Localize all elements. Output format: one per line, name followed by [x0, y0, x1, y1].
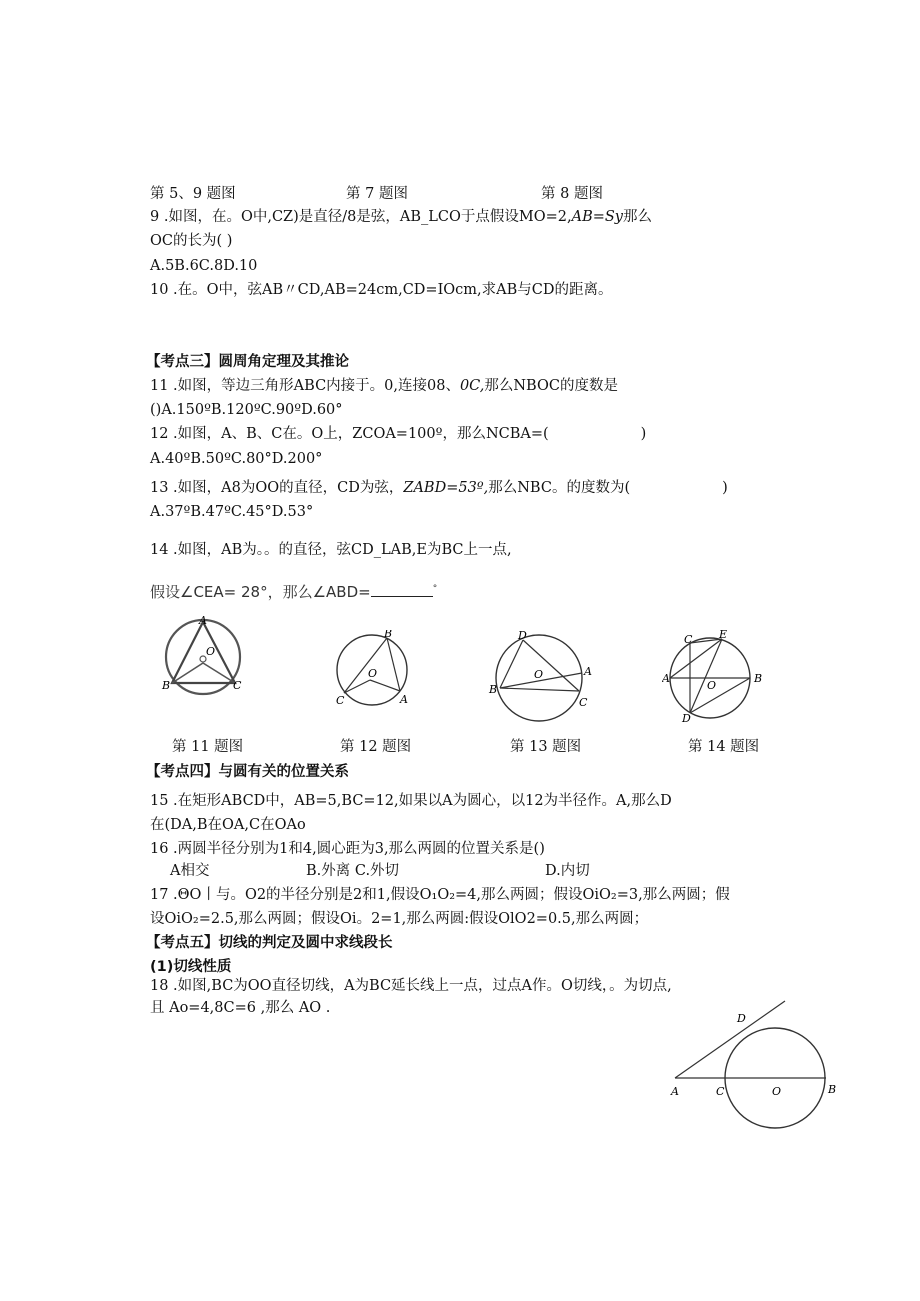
fig13-label-a: A — [584, 665, 592, 678]
fig11-label-c: C — [233, 679, 242, 692]
fig11-label-a: A — [199, 615, 207, 627]
fig14-label-o: O — [707, 679, 717, 692]
figure-12 — [330, 630, 420, 710]
section-heading-4: 【考点四】与圆有关的位置关系 — [146, 764, 349, 780]
caption-fig-11: 第 11 题图 — [172, 739, 244, 755]
caption-fig-7: 第 7 题图 — [346, 186, 408, 202]
question-16-option-a: A相交 — [170, 863, 210, 879]
fig13-label-d: D — [518, 629, 527, 642]
figure-11 — [158, 615, 258, 715]
caption-fig-8: 第 8 题图 — [541, 186, 603, 202]
figure-14 — [662, 627, 772, 727]
question-13-line1: 13 .如图，A8为OO的直径，CD为弦，ZABD=53º,那么NBC。的度数为( ) — [150, 480, 728, 496]
answer-blank — [371, 582, 433, 597]
question-15-line1: 15 .在矩形ABCD中，AB=5,BC=12,如果以A为圆心，以12为半径作。A,那么D — [150, 793, 672, 809]
question-17-line2: 设OiO₂=2.5,那么两圆；假设Oi。2=1,那么两圆:假设OlO2=0.5,那么两圆； — [150, 911, 649, 927]
question-18-line1: 18 .如图,BC为OO直径切线，A为BC延长线上一点，过点A作。O切线，。为切点, — [150, 978, 672, 994]
question-12-line1: 12 .如图，A、B、C在。O上，ZCOA=100º，那么NCBA=( ) — [150, 426, 647, 442]
fig11-label-b: B — [162, 679, 171, 692]
fig12-label-c: C — [336, 694, 345, 707]
fig18-label-a: A — [671, 1085, 679, 1098]
section-heading-5: 【考点五】切线的判定及圆中求线段长 — [146, 935, 393, 951]
section-heading-3: 【考点三】圆周角定理及其推论 — [146, 354, 349, 370]
fig14-label-e: E — [719, 628, 728, 641]
fig13-label-o: O — [534, 668, 544, 681]
caption-fig-14: 第 14 题图 — [688, 739, 760, 755]
question-10: 10 .在。O中，弦AB〃CD,AB=24cm,CD=IOcm,求AB与CD的距离。 — [150, 282, 613, 298]
question-9-options: A.5B.6C.8D.10 — [150, 258, 258, 274]
question-14-line2: 假设∠CEA= 28°，那么∠ABD= ° — [150, 583, 438, 601]
question-14-line1: 14 .如图，AB为。。的直径，弦CD_LAB,E为BC上一点, — [150, 542, 512, 558]
fig14-label-d: D — [682, 712, 691, 725]
question-12-options: A.40ºB.50ºC.80°D.200° — [150, 451, 323, 467]
fig12-label-a: A — [400, 693, 408, 706]
fig13-label-c: C — [579, 696, 588, 709]
fig18-label-b: B — [828, 1083, 837, 1096]
question-9-line1: 9 .如图，在。O中,CZ)是直径/8是弦，AB_LCO于点假设MO=2,AB=Sy那么 — [150, 209, 652, 225]
fig14-label-b: B — [754, 672, 763, 685]
fig13-label-b: B — [489, 683, 498, 696]
figure-18 — [660, 995, 860, 1130]
question-13-options: A.37ºB.47ºC.45°D.53° — [150, 504, 314, 520]
question-9-line2: OC的长为( ) — [150, 233, 233, 249]
fig14-label-c: C — [684, 633, 693, 646]
caption-fig-13: 第 13 题图 — [510, 739, 582, 755]
fig12-label-b: B — [384, 630, 393, 640]
question-11-line2: ()A.150ºB.120ºC.90ºD.60° — [150, 402, 343, 418]
figure-13 — [485, 628, 595, 728]
caption-fig-5-9: 第 5、9 题图 — [150, 186, 236, 202]
caption-fig-12: 第 12 题图 — [340, 739, 412, 755]
question-16-option-d: D.内切 — [545, 863, 590, 879]
question-16-line1: 16 .两圆半径分别为1和4,圆心距为3,那么两圆的位置关系是() — [150, 841, 545, 857]
fig18-label-d: D — [737, 1012, 746, 1025]
fig14-label-a: A — [662, 672, 670, 685]
question-16-option-bc: B.外离 C.外切 — [306, 863, 400, 879]
fig18-label-c: C — [716, 1085, 725, 1098]
question-17-line1: 17 .ΘO丨与。O2的半径分别是2和1,假设O₁O₂=4,那么两圆；假设OiO₂=3,那么两圆；假 — [150, 887, 730, 903]
question-18-line2: 且 Ao=4,8C=6 ,那么 AO . — [150, 1000, 331, 1016]
question-15-line2: 在(DA,B在OA,C在OAo — [150, 817, 306, 833]
question-11-line1: 11 .如图，等边三角形ABC内接于。0,连接08、0C,那么NBOC的度数是 — [150, 378, 618, 394]
fig11-label-o: O — [206, 645, 216, 658]
fig18-label-o: O — [772, 1085, 782, 1098]
subsection-heading: (1)切线性质 — [150, 959, 232, 975]
fig12-label-o: O — [368, 667, 378, 680]
